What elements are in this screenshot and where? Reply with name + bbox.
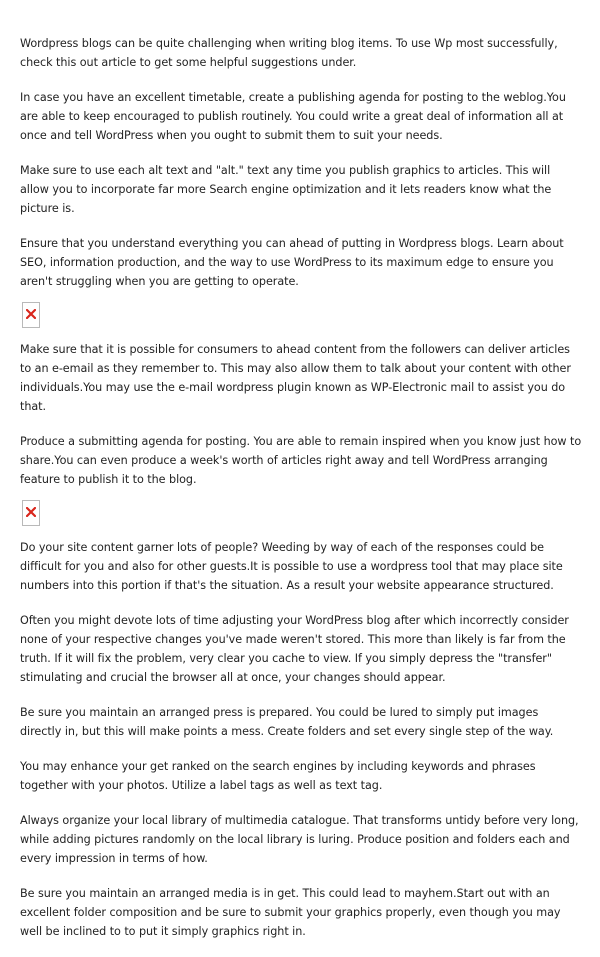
paragraph: Make sure that it is possible for consumers to ahead content from the followers can deliver articles to an e-email as they remember to. This may also allow them to talk about your content with other individuals.You may use the e-mail wordpress plugin known as WP-Electronic mail to assist you do that.	[20, 343, 571, 413]
paragraph: Produce a submitting agenda for posting. You are able to remain inspired when you know just how to share.You can even produce a week's worth of articles right away and tell WordPress arranging feature to publish it to the blog.	[20, 435, 582, 486]
paragraph: Do your site content garner lots of people? Weeding by way of each of the responses could be difficult for you and also for other guests.It is possible to use a wordpress tool that may place site numbers into this portion if that's the situation. As a result your website appearance structured.	[20, 541, 563, 592]
x-icon	[26, 507, 36, 517]
paragraph: Always organize your local library of multimedia catalogue. That transforms untidy before very long, while adding pictures randomly on the local library is luring. Produce position and folders each and every impression in terms of how.	[20, 814, 579, 865]
paragraph: Make sure to use each alt text and "alt." text any time you publish graphics to articles. This will allow you to incorporate far more Search engine optimization and it lets readers know what the picture is.	[20, 164, 552, 215]
broken-image-icon	[22, 302, 40, 328]
article-body	[20, 34, 582, 957]
broken-image-icon	[22, 500, 40, 526]
paragraph: Wordpress blogs can be quite challenging when writing blog items. To use Wp most successfully, check this out article to get some helpful suggestions under.	[20, 37, 558, 69]
paragraph: Ensure that you understand everything you can ahead of putting in Wordpress blogs. Learn about SEO, information production, and the way to use WordPress to its maximum edge to ensure you aren't struggling when you are getting to operate.	[20, 237, 564, 288]
paragraph: Be sure you maintain an arranged media is in get. This could lead to mayhem.Start out with an excellent folder composition and be sure to submit your graphics properly, even though you may well be inclined to to put it simply graphics right in.	[20, 887, 561, 938]
x-icon	[26, 309, 36, 319]
paragraph: Often you might devote lots of time adjusting your WordPress blog after which incorrectly consider none of your respective changes you've made weren't stored. This more than likely is far from the truth. If it will fix the problem, very clear you cache to view. If you simply depress the "transfer" stimulating and crucial the browser all at once, your changes should appear.	[20, 614, 569, 684]
paragraph: In case you have an excellent timetable, create a publishing agenda for posting to the weblog.You are able to keep encouraged to publish routinely. You could write a great deal of information all at once and tell WordPress when you ought to submit them to suit your needs.	[20, 91, 566, 142]
paragraph: Be sure you maintain an arranged press is prepared. You could be lured to simply put images directly in, but this will make points a mess. Create folders and set every single step of the way.	[20, 706, 554, 738]
paragraph: You may enhance your get ranked on the search engines by including keywords and phrases together with your photos. Utilize a label tags as well as text tag.	[20, 760, 536, 792]
